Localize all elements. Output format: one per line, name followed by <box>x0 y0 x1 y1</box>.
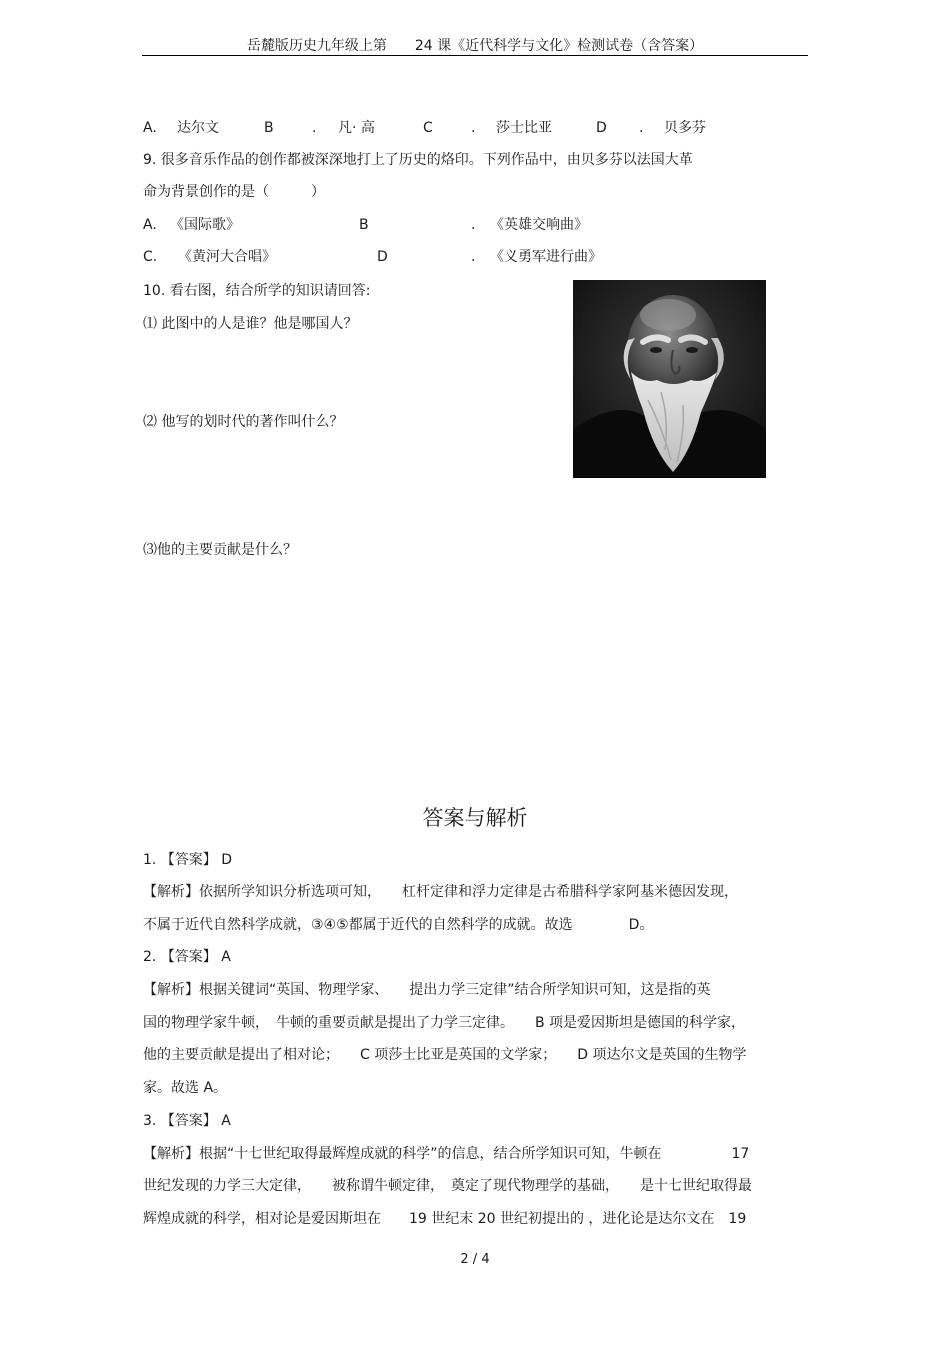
q10-sub1: ⑴ 此图中的人是谁？他是哪国人？ <box>143 316 358 332</box>
q9-option-a-letter: A. <box>143 217 157 233</box>
q9-option-c-letter: C. <box>143 249 158 265</box>
header-rule <box>142 55 808 56</box>
q8-option-b-dot: . <box>312 120 317 136</box>
q8-option-b-letter: B <box>264 120 274 136</box>
q8-option-a-letter: A. <box>143 120 157 136</box>
q9-stem-line1: 9. 很多音乐作品的创作都被深深地打上了历史的烙印。下列作品中，由贝多芬以法国大革 <box>143 152 693 168</box>
answer-2-line2: 国的物理学家牛顿， 牛顿的重要贡献是提出了力学三定律。 B 项是爱因斯坦是德国的科学家， <box>143 1015 746 1031</box>
answer-3-line1: 【解析】根据“十七世纪取得最辉煌成就的科学”的信息，结合所学知识可知，牛顿在 17 <box>143 1146 750 1162</box>
q9-option-d-dot: . <box>471 249 476 265</box>
answer-1-head: 1. 【答案】 D <box>143 852 233 868</box>
answer-3-line2: 世纪发现的力学三大定律， 被称谓牛顿定律， 奠定了现代物理学的基础， 是十七世纪取得最 <box>143 1178 752 1194</box>
q8-option-d-letter: D <box>596 120 607 136</box>
answer-3-head: 3. 【答案】 A <box>143 1113 231 1129</box>
answer-2-line4: 家。故选 A。 <box>143 1080 228 1096</box>
q9-option-b-dot: . <box>471 217 476 233</box>
answer-3-line3: 辉煌成就的科学，相对论是爱因斯坦在 19 世纪末 20 世纪初提出的 ，进化论是达尔文在 19 <box>143 1211 747 1227</box>
q9-option-b-text: 《英雄交响曲》 <box>490 217 588 233</box>
q8-option-c-letter: C <box>423 120 433 136</box>
portrait-photo <box>573 280 766 478</box>
answer-1-line1: 【解析】依据所学知识分析选项可知， 杠杆定律和浮力定律是古希腊科学家阿基米德因发现， <box>143 884 738 900</box>
q9-option-c-text: 《黄河大合唱》 <box>178 249 276 265</box>
q8-option-b-text: 凡· 高 <box>338 120 375 136</box>
q8-option-d-dot: . <box>639 120 644 136</box>
answer-2-line3: 他的主要贡献是提出了相对论； C 项莎士比亚是英国的文学家； D 项达尔文是英国的生物学 <box>143 1047 747 1063</box>
q9-stem-line2: 命为背景创作的是（ ） <box>143 184 325 200</box>
page-number: 2 / 4 <box>460 1252 490 1267</box>
portrait-illustration <box>573 280 766 478</box>
q9-option-a-text: 《国际歌》 <box>170 217 240 233</box>
q10-sub2: ⑵ 他写的划时代的著作叫什么？ <box>143 414 344 430</box>
q8-option-d-text: 贝多芬 <box>664 120 706 136</box>
q8-option-a-text: 达尔文 <box>177 120 219 136</box>
q9-option-b-letter: B <box>359 217 369 233</box>
q9-option-d-text: 《义勇军进行曲》 <box>490 249 602 265</box>
q10-stem: 10. 看右图，结合所学的知识请回答: <box>143 283 371 299</box>
q8-option-c-text: 莎士比亚 <box>496 120 552 136</box>
answer-2-head: 2. 【答案】 A <box>143 949 231 965</box>
q8-option-c-dot: . <box>471 120 476 136</box>
answer-2-line1: 【解析】根据关键词“英国、物理学家、 提出力学三定律”结合所学知识可知，这是指的英 <box>143 982 711 998</box>
answers-title: 答案与解析 <box>422 806 528 830</box>
document-header: 岳麓版历史九年级上第 24 课《近代科学与文化》检测试卷（含答案） <box>246 38 704 54</box>
q9-option-d-letter: D <box>377 249 388 265</box>
answer-1-line2: 不属于近代自然科学成就，③④⑤都属于近代的自然科学的成就。故选 D。 <box>143 917 654 933</box>
q10-sub3: ⑶他的主要贡献是什么？ <box>143 542 297 558</box>
